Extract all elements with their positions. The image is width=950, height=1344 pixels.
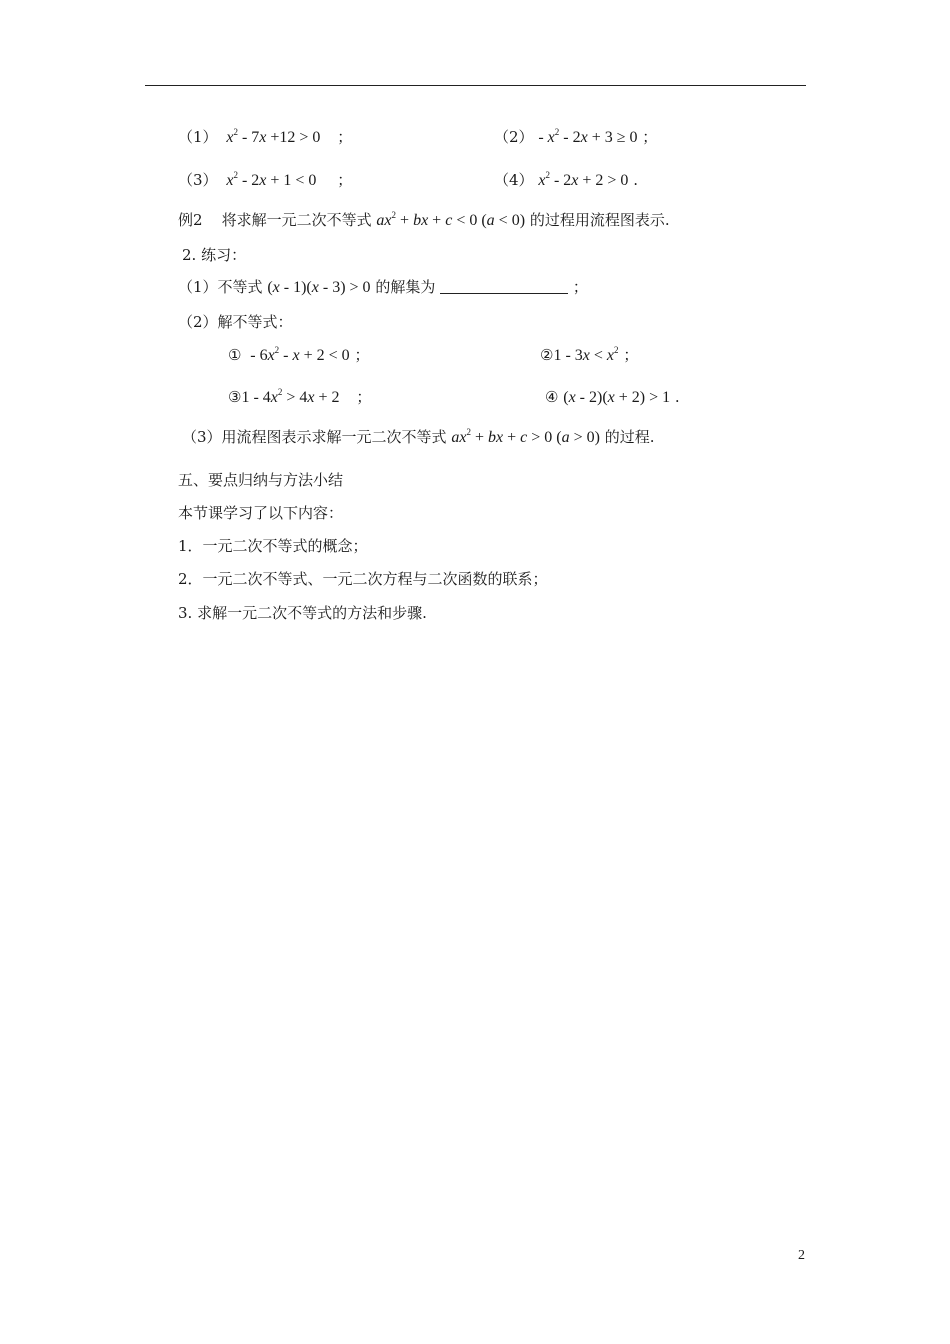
example-2-label: 例2 (178, 211, 203, 229)
practice-q1-math: (x - 1)(x - 3) > 0 (267, 279, 371, 296)
practice-q2-item-1 (228, 345, 369, 366)
problem-4-math: $x^2 - 2x + 2 > 0$ (538, 170, 629, 189)
practice-q2-item-3 (228, 387, 371, 408)
example-2 (178, 210, 670, 231)
problem-1-math: $x^2 - 7x +12 > 0$ (226, 127, 333, 146)
summary-item-2: 2．一元二次不等式、一元二次方程与二次函数的联系； (178, 570, 548, 588)
practice-q3-math: $ax^2$ + bx + c > 0 (a > 0) (451, 427, 600, 446)
problem-2-label: （2） (494, 128, 534, 146)
practice-q3-text: （3）用流程图表示求解一元二次不等式 (182, 428, 447, 446)
problem-4-sep: . (633, 171, 638, 189)
circled-4: ④ (545, 388, 559, 406)
problem-2 (494, 127, 657, 148)
practice-q3-text-after: 的过程. (604, 428, 655, 446)
problem-4 (494, 170, 638, 191)
problem-4-label: （4） (494, 171, 534, 189)
summary-heading: 五、要点归纳与方法小结 (178, 471, 344, 489)
practice-q2-item-4-math: (x - 2)(x + 2) > 1 (563, 389, 671, 406)
practice-q1-end: ； (572, 278, 588, 296)
example-2-math: $ax^2$ + bx + c < 0 (a < 0) (376, 210, 526, 229)
problem-3-sep: ； (337, 171, 353, 189)
circled-3: ③ (228, 388, 242, 406)
problem-2-sep: ； (642, 128, 658, 146)
practice-q2-item-1-sep: ； (354, 346, 370, 364)
practice-q2-item-2-math: $1 - 3x < x^2$ (553, 345, 619, 364)
page-number: 2 (798, 1248, 805, 1263)
summary-item-3: 3. 求解一元二次不等式的方法和步骤. (178, 604, 427, 622)
practice-q2-item-4 (545, 387, 680, 408)
practice-q1-text-after: 的解集为 (375, 278, 436, 296)
problem-1-sep: ； (337, 128, 353, 146)
problem-1 (178, 127, 352, 148)
practice-q2-item-4-sep: . (674, 388, 680, 406)
circled-1: ① (228, 346, 242, 364)
circled-2: ② (540, 346, 554, 364)
problem-3-label: （3） (178, 171, 218, 189)
problem-2-math: - $x^2 - 2x + 3 \ge 0$ (538, 127, 638, 146)
practice-q2-item-2-sep: ； (623, 346, 639, 364)
practice-q2: （2）解不等式： (178, 313, 293, 331)
practice-heading: 2. 练习： (182, 246, 247, 264)
problem-1-label: （1） (178, 128, 218, 146)
practice-q2-item-2 (540, 345, 638, 366)
practice-q2-item-1-math: - $6x^2 - x + 2 < 0$ (246, 345, 350, 364)
summary-item-1: 1．一元二次不等式的概念； (178, 537, 368, 555)
practice-q2-item-3-sep: ； (356, 388, 372, 406)
problem-3 (178, 170, 352, 191)
practice-q1-text: （1）不等式 (178, 278, 263, 296)
practice-q2-item-3-math: $1 - 4x^2 > 4x + 2$ (241, 387, 352, 406)
summary-intro: 本节课学习了以下内容： (178, 504, 344, 522)
practice-q1 (178, 277, 588, 298)
example-2-text-after: 的过程用流程图表示. (529, 211, 670, 229)
problem-3-math: $x^2 - 2x + 1 < 0$ (226, 170, 333, 189)
example-2-text-before: 将求解一元二次不等式 (221, 211, 372, 229)
answer-blank[interactable] (440, 279, 568, 294)
header-rule (145, 85, 806, 86)
practice-q3 (182, 427, 655, 448)
